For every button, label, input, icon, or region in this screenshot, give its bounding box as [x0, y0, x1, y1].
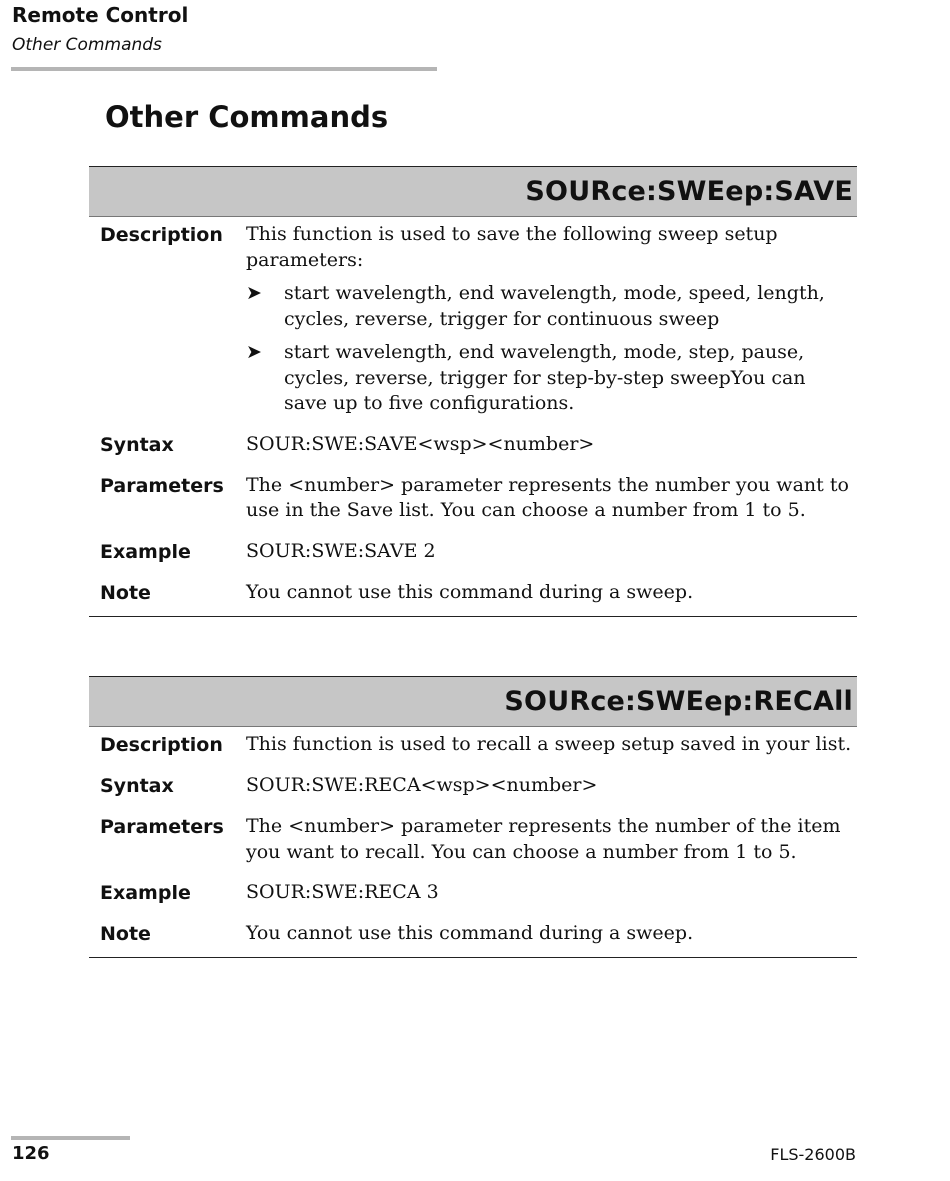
command-name: SOURce:SWEep:RECAll	[504, 686, 853, 717]
command-title-bar	[89, 166, 857, 217]
command-details	[89, 217, 857, 617]
note-label: Note	[100, 581, 151, 604]
description-value: This function is used to recall a sweep setup saved in your list.	[246, 733, 852, 755]
example-label: Example	[100, 540, 191, 563]
page-number: 126	[12, 1143, 50, 1164]
command-block-save	[89, 166, 857, 617]
example-label: Example	[100, 882, 191, 904]
syntax-row	[89, 432, 857, 458]
parameters-label: Parameters	[100, 816, 224, 838]
example-value: SOUR:SWE:SAVE 2	[246, 539, 436, 562]
example-row	[89, 880, 857, 906]
parameters-label: Parameters	[100, 474, 224, 497]
running-header-title: Remote Control	[12, 3, 189, 27]
note-row	[89, 921, 857, 947]
syntax-value: SOUR:SWE:SAVE<wsp><number>	[246, 432, 595, 455]
parameters-row	[89, 473, 857, 524]
parameters-value: The <number> parameter represents the number you want to use in the Save list. You can choose a number from 1 to 5.	[246, 473, 849, 521]
description-row	[89, 732, 857, 758]
command-details	[89, 727, 857, 958]
description-row	[89, 222, 857, 417]
example-row	[89, 539, 857, 565]
parameters-row	[89, 814, 857, 865]
note-row	[89, 580, 857, 606]
bullet-item	[246, 281, 854, 332]
note-value: You cannot use this command during a sweep.	[246, 580, 694, 603]
syntax-value: SOUR:SWE:RECA<wsp><number>	[246, 774, 598, 796]
syntax-label: Syntax	[100, 433, 174, 456]
syntax-row	[89, 773, 857, 799]
command-block-recall	[89, 676, 857, 958]
syntax-label: Syntax	[100, 775, 174, 797]
description-label: Description	[100, 734, 223, 756]
description-value	[246, 222, 854, 417]
arrow-bullet-icon: ➤	[246, 341, 262, 363]
example-value: SOUR:SWE:RECA 3	[246, 881, 439, 903]
command-title-bar	[89, 676, 857, 727]
bullet-text: start wavelength, end wavelength, mode, step, pause, cycles, reverse, trigger for step-by-step sweepYou can save up to five configurations.	[284, 341, 806, 414]
product-model: FLS-2600B	[770, 1145, 856, 1164]
footer-rule	[11, 1136, 130, 1140]
note-label: Note	[100, 923, 151, 945]
bullet-text: start wavelength, end wavelength, mode, speed, length, cycles, reverse, trigger for continuous sweep	[284, 282, 825, 330]
note-value: You cannot use this command during a sweep.	[246, 922, 694, 944]
running-header-subtitle: Other Commands	[12, 35, 162, 55]
page-title: Other Commands	[105, 100, 389, 134]
parameters-value: The <number> parameter represents the number of the item you want to recall. You can choose a number from 1 to 5.	[246, 815, 841, 863]
description-label: Description	[100, 224, 223, 246]
description-text: This function is used to save the following sweep setup parameters:	[246, 223, 778, 271]
bullet-item	[246, 340, 854, 417]
command-name: SOURce:SWEep:SAVE	[525, 176, 853, 207]
header-rule	[11, 67, 437, 71]
arrow-bullet-icon: ➤	[246, 282, 262, 304]
